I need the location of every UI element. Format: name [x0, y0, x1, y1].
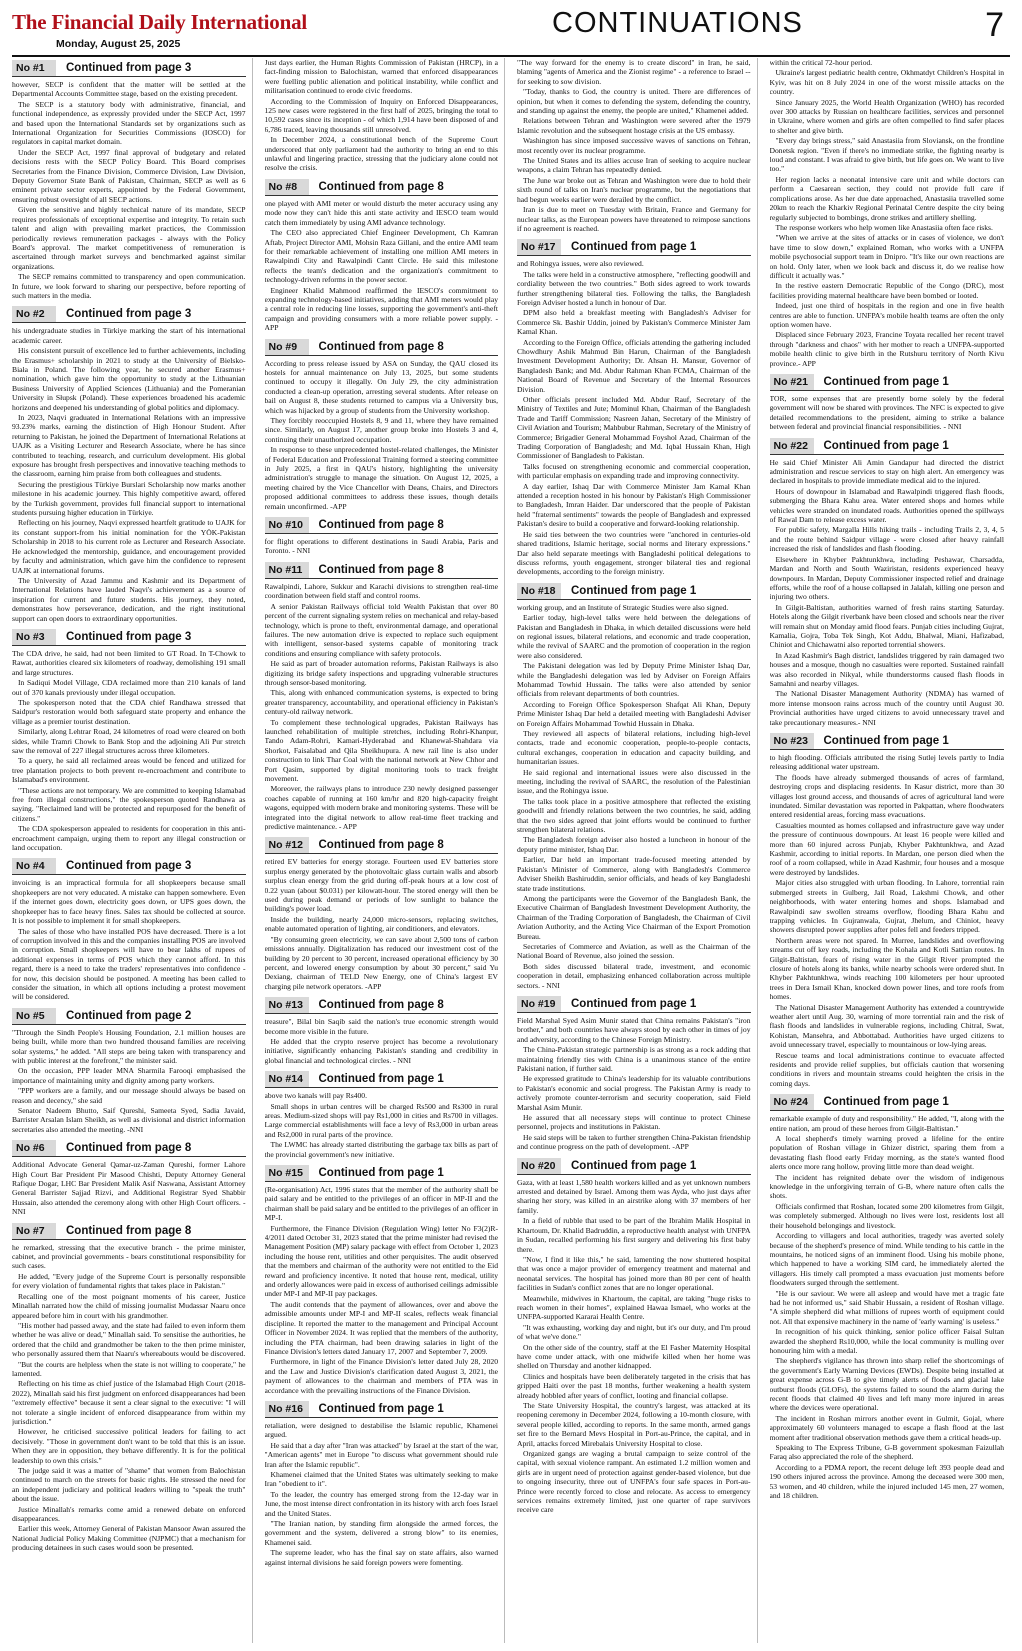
continued-story	[265, 339, 499, 512]
story-paragraph: Additional Advocate General Qamar-uz-Zaman Qureshi, former Lahore High Court Bar President Pir Masood Chishti, Deputy Attorney General Rafique Dogar, LHC Bar President Malik Asif Naswana, Assistant Attorney General Barrister Sajjad Rizvi, and Additional Registrar Syed Shabbir Hussain, also attended the ceremony along with other High Court officers. -NNI	[12, 1160, 246, 1217]
continued-from-label: Continued from page 1	[571, 584, 697, 597]
masthead-rule	[12, 55, 1010, 57]
story-paragraph: Khamenei claimed that the United States was ultimately seeking to make Iran "obedient to it".	[264, 1469, 498, 1489]
story-paragraph: retired EV batteries for energy storage. Fourteen used EV batteries store surplus energy generated by the photovoltaic glass curtain walls and absorb surplus clean energy from the grid during off-peak hours at a low cost of 0.22 yuan (about $0.031) per kilowatt-hour. The stored energy will then be used during peak demand or periods of low sunlight to balance the building's power load.	[264, 857, 498, 914]
continued-story	[12, 60, 246, 300]
story-number: No #22	[770, 438, 814, 454]
story-paragraph: invoicing is an impractical formula for all shopkeepers because small shopkeepers are not very educated. A mistake can happen somewhere. Even if the internet goes down, electricity goes down, or UPS goes down, the shopkeeper has to face heavy fines. Sales tax should be collected at source. It is not possible to implement it for small shopkeepers.	[12, 878, 246, 926]
story-paragraph: The CDA drive, he said, had not been limited to GT Road. In T-Chowk to Rawat, authorities cleared six kilometers of roadway, demolishing 191 small and large structures.	[12, 648, 246, 677]
story-paragraph: "Every day brings stress," said Anastasiia from Sloviansk, on the frontline Donetsk region. "Even if there's no immediate strike, the fighting nearby is loud and constant. I was afraid to give birth, but life goes on. We want to live too."	[769, 136, 1004, 174]
story-paragraph: He said that a day after "Iran was attacked" by Israel at the start of the war, "American agents" met in Europe "to discuss what government should rule Iran after the Islamic republic".	[264, 1440, 498, 1469]
story-number: No #12	[265, 837, 309, 853]
continued-story	[265, 1071, 499, 1159]
story-header	[517, 1158, 751, 1175]
story-paragraph: "His mother had passed away, and the state had failed to even inform them whether he was alive or dead," Minallah said. To sensitise the authorities, he ordered that the child and grandmother be taken to the then prime minister, who personally assured them that Naaru's whereabouts would be discovered.	[12, 1320, 246, 1359]
story-paragraph: The talks took place in a positive atmosphere that reflected the existing goodwill and friendly relations between the two countries, he said, adding that the two sides agreed that joint efforts would be continued to further strengthen bilateral relations.	[517, 796, 751, 835]
continued-story	[12, 1140, 246, 1216]
story-paragraph: Recalling one of the most poignant moments of his career, Justice Minallah narrated how the child of missing journalist Mudassar Naaru once appeared before him in court with his grandmother.	[12, 1291, 246, 1320]
story-number: No #9	[265, 339, 309, 355]
continued-story	[265, 1401, 499, 1567]
story-paragraph: "Now, I find it like this," he said, lamenting the now shuttered hospital that was once a major provider of emergency treatment and maternal and neonatal services. The hospital has joined more than 80 per cent of health facilities in Sudan's conflict zones that are no longer operational.	[517, 1254, 751, 1293]
story-paragraph: On the other side of the country, staff at the El Fasher Maternity Hospital have come under attack, with one midwife killed when her home was shelled on Thursday and another kidnapped.	[517, 1342, 751, 1371]
column-4	[770, 58, 1011, 1643]
story-paragraph: For public safety, Margalla Hills hiking trails - including Trails 2, 3, 4, 5 and the route behind Saidpur village - were closed after heavy rainfall increased the risk of landslides and flash flooding.	[769, 525, 1004, 554]
story-paragraph: Given the sensitive and highly technical nature of its mandate, SECP requires professionals of exceptional expertise and integrity. To retain such talent and align with prevailing market practices, the Commission periodically reviews remuneration packages - always with the Policy Board's approval. The market competitiveness of remuneration is ascertained through market surveys and benchmarked against similar organizations.	[12, 205, 246, 271]
story-paragraph: In Azad Kashmir's Bagh district, landslides triggered by rain damaged two houses and a mosque, though no casualties were reported. Sustained rainfall was also recorded in Nikyal, while thunderstorms caused flash floods in Samahni and nearby villages.	[769, 650, 1004, 688]
story-paragraph: Reflecting on his time as chief justice of the Islamabad High Court (2018-2022), Minallah said his first judgment on enforced disappearances had been "extremely effective" because it sent a clear signal to the executive: "I will not tolerate a single incident of enforced disappearance from within my jurisdiction."	[12, 1379, 246, 1426]
story-paragraph: According to press release issued by ASA on Sunday, the QAU closed its hostels for annual maintenance on July 13, 2025, but some students continued to occupy it illegally. On July 29, the city administration conducted a clean-up operation, arresting several students. After release on bail on August 8, these students returned to campus via a University bus, which was hijacked by a group of students from the University workshop.	[264, 358, 498, 415]
story-paragraph: "When we arrive at the sites of attacks or in cases of violence, we don't have time to slow down," explained Roman, who works with a UNFPA mobile psychosocial support team in Dnipro. "It's like our own reactions are on hold. Only later, when we look back and discuss it, do we realise how difficult it actually was."	[769, 233, 1004, 280]
story-paragraph: Meanwhile, midwives in Khartoum, the capital, are taking "huge risks to reach women in their homes", explained Hawaa Ismael, who works at the UNFPA-supported Kararai Health Centre.	[517, 1293, 751, 1322]
story-paragraph: The SECP remains committed to transparency and open communication. In future, we look forward to sharing our perspective, before reporting of such matters in the media.	[12, 272, 246, 300]
story-paragraph: Furthermore, in light of the Finance Division's letter dated July 28, 2020 and the Law and Justice Division's clarification dated August 3, 2021, the payment of allowances to the chairman and members of PTA was in accordance with the prevailing instructions of the Finance Division.	[264, 1357, 498, 1395]
continued-story	[770, 1094, 1005, 1500]
story-paragraph: DPM also held a breakfast meeting with Bangladesh's Adviser for Commerce Sk. Bashir Uddin, joined by Pakistan's Commerce Minister Jam Kamal Khan.	[517, 308, 751, 337]
story-paragraph: The response workers who help women like Anastasiia often face risks.	[775, 222, 993, 232]
story-paragraph: According to the Foreign Office, officials attending the gathering included Chowdhury Ashik Mahmud Bin Harun, Chairman of the Bangladesh Investment Development Authority; Dr. Ahsan H. Mansur, Governor of Bangladesh Bank; and Md. Abdur Rahman Khan FCMA, Chairman of the National Board of Revenue and Secretary of the Internal Resources Division.	[517, 337, 751, 394]
story-header	[770, 438, 1005, 455]
story-paragraph: In 2023, Naqvi graduated in International Relations with an impressive 93.23% marks, earning the distinction of High Honour Student. After returning to Pakistan, he joined the Department of International Relations at UAJK as a Visiting Lecturer and Research Associate, where he has since contributed to teaching, research, and curriculum development. His global exposure has brought fresh perspectives and innovative teaching methods to the classroom, earning him praise from both colleagues and students.	[12, 413, 246, 479]
story-paragraph: He said Chief Minister Ali Amin Gandapur had directed the district administration and rescue services to stay on high alert. An emergency was declared in hospitals to provide immediate medical aid to the injured.	[769, 457, 1004, 486]
story-paragraph: Secretaries of Commerce and Aviation, as well as the Chairman of the National Board of Revenue, also joined the session.	[517, 941, 751, 961]
story-paragraph: A senior Pakistan Railways official told Wealth Pakistan that over 80 percent of the current signaling system relies on mechanical and relay-based technology, which is prone to theft, environmental damage, and operational failures. The new automation drive is expected to replace such equipment with intelligent, sensor-based systems capable of monitoring track conditions and ensuring compliance with safety protocols.	[264, 601, 498, 658]
story-paragraph: The China-Pakistan strategic partnership is as strong as a rock adding that maintaining friendly ties with China is a unanimous stance of the entire Pakistani nation, if further said.	[517, 1045, 751, 1073]
story-paragraph: Inside the building, nearly 24,000 micro-sensors, replacing switches, enable automated operation of lighting, air conditioners, and elevators.	[264, 914, 498, 934]
story-number: No #20	[517, 1158, 561, 1174]
story-paragraph: In recognition of his quick thinking, senior police officer Faisal Sultan awarded the shepherd Rs10,000, while the local community is mulling over honouring him with a medal.	[769, 1327, 1004, 1355]
story-number: No #14	[265, 1071, 309, 1087]
story-paragraph: remarkable example of duty and responsibility." He added, "I, along with the entire nation, am proud of these heroes from Gilgit-Baltistan."	[769, 1114, 1004, 1133]
continued-story	[12, 858, 246, 1001]
dateline: Monday, August 25, 2025	[56, 38, 181, 50]
continued-story	[517, 996, 751, 1152]
continued-from-label: Continued from page 1	[571, 997, 697, 1010]
story-header	[12, 1223, 246, 1240]
continued-from-label: Continued from page 1	[318, 1073, 444, 1086]
continued-story	[770, 374, 1005, 432]
continued-from-label: Continued from page 8	[318, 839, 444, 852]
story-paragraph: Other officials present included Md. Abdur Rauf, Secretary of the Ministry of Textiles and Jute; Mominul Khan, Chairman of the Bangladesh Trade and Tariff Commission; Nasreen Jahan, Secretary of the Ministry of Civil Aviation and Tourism; Mahbubur Rahman, Secretary of the Ministry of Commerce; Brigadier General Mohammad Foyshol Azad, Chairman of the Trading Corporation of Bangladesh; and Md. Iqbal Hussain Khan, High Commissioner of Bangladesh to Pakistan.	[517, 395, 751, 461]
story-paragraph: Both sides discussed bilateral trade, investment, and economic cooperation in detail, emphasizing enhanced collaboration across multiple sectors. - NNI	[517, 961, 751, 990]
story-continuation	[265, 58, 499, 173]
story-number: No #13	[265, 997, 309, 1013]
story-paragraph: Officials confirmed that Roshan, located some 200 kilometres from Gilgit, was completely submerged. Although no lives were lost, residents lost all their household belongings and livestock.	[769, 1201, 1004, 1230]
continued-story	[517, 239, 751, 576]
continued-from-label: Continued from page 1	[823, 439, 949, 452]
story-paragraph: Just days earlier, the Human Rights Commission of Pakistan (HRCP), in a fact-finding mission to Balochistan, warned that enforced disappearances were fuelling public alienation and political instability, while conflict and militarisation continued to erode civic freedoms.	[264, 58, 498, 96]
story-header	[12, 858, 246, 875]
continued-from-label: Continued from page 1	[571, 241, 697, 254]
story-number: No #1	[12, 60, 56, 76]
story-paragraph: They forcibly reoccupied Hostels 8, 9 and 11, where they have remained since. Similarly, on August 17, another group broke into Hostels 3 and 4, continuing their unauthorized occupation.	[264, 416, 498, 444]
story-paragraph: The audit contends that the payment of allowances, over and above the admissible amounts under MP-I and MP-II scales, reflects weak financial discipline. It reported the matter to the management and Principal Account Officer in November 2024. It was replied that the members of the authority, including the PTA chairman, had been drawing salaries in light of the Finance Division's letters dated January 17, 2007 and September 7, 2009.	[264, 1299, 498, 1356]
continued-story	[517, 1158, 751, 1515]
story-paragraph: Field Marshal Syed Asim Munir stated that China remains Pakistan's "iron brother," and both countries have always stood by each other in times of joy and adversity, according to the Chinese Foreign Ministry.	[517, 1015, 751, 1044]
story-header	[517, 996, 751, 1013]
story-paragraph: He said as part of broader automation reforms, Pakistan Railways is also digitizing its bridge safety inspections and upgrading vulnerable structures through sensor-based monitoring.	[264, 659, 498, 687]
story-paragraph: Speaking to The Express Tribune, G-B government spokesman Faizullah Faraq also appreciated the role of the shepherd.	[769, 1443, 1004, 1462]
story-number: No #4	[12, 858, 56, 874]
continued-from-label: Continued from page 1	[571, 1159, 697, 1172]
column-1	[12, 58, 253, 1643]
story-paragraph: To complement these technological upgrades, Pakistan Railways has launched rehabilitation of multiple stretches, including Rohri-Khanpur, Tando Adam-Rohri, Kamari-Hyderabad and Khanewal-Shahdara via Shorkot, Faisalabad and Qila Sheikhupura. A new rail line is also under construction to link Thar Coal with the national network at New Chhor and Port Qasim, supported by digital monitoring tools to track freight movement.	[264, 717, 498, 783]
story-paragraph: The University of Azad Jammu and Kashmir and its Department of International Relations have lauded Naqvi's achievement as a source of inspiration for current and future students. His journey, they noted, demonstrates how perseverance, dedication, and the right institutional support can open doors to extraordinary opportunities.	[12, 575, 246, 623]
story-paragraph: Moreover, the railways plans to introduce 230 newly designed passenger coaches capable of running at 160 km/hr and 820 high-capacity freight wagons, equipped with modern brake and monitoring systems. These will be integrated into the digital network to allow real-time fleet tracking and predictive maintenance. - APP	[264, 784, 498, 832]
story-paragraph: He said steps will be taken to further strengthen China-Pakistan friendship and continue progress on the path of development. -APP	[517, 1132, 751, 1152]
story-number: No #8	[265, 179, 309, 195]
story-paragraph: They reviewed all aspects of bilateral relations, including high-level contacts, trade and economic cooperation, people-to-people contacts, cultural exchanges, cooperation in education and capacity building, and humanitarian issues.	[517, 729, 751, 767]
story-paragraph: however, SECP is confident that the matter will be settled at the Departmental Accounts Committee stage, based on the existing precedent.	[12, 80, 246, 99]
story-paragraph: He added that the crypto reserve project has become a revolutionary initiative, significantly enhancing Pakistan's standing and credibility in global financial and technological circles. - NNI	[264, 1036, 498, 1065]
story-continuation	[517, 58, 751, 233]
story-paragraph: "The way forward for the enemy is to create discord" in Iran, he said, blaming "agents of America and the Zionist regime" - a reference to Israel -- for seeking to sow division.	[517, 58, 751, 86]
story-paragraph: Securing the prestigious Türkiye Burslari Scholarship now marks another milestone in his academic journey. This highly competitive award, offered by the Turkish government, provides full financial support to international students pursuing higher education in Türkiye.	[12, 479, 246, 518]
story-header	[265, 562, 499, 579]
continued-story	[265, 1165, 499, 1395]
story-paragraph: This, along with enhanced communication systems, is expected to bring greater transparency, accountability, and operational efficiency in Pakistan's century-old railway network.	[264, 688, 498, 717]
story-paragraph: Gaza, with at least 1,580 health workers killed and as yet unknown numbers arrested and detained by Israel. Among them was Ayda, who just days after sharing her story, was killed in an airstrike along with 37 members of her family.	[517, 1177, 751, 1215]
story-paragraph: Displaced since February 2023, Francine Toyata recalled her recent travel through "darkness and chaos" with her mother to reach a UNFPA-supported mobile health clinic to give birth in the Rutshuru territory of North Kivu province.- APP	[769, 330, 1004, 368]
story-header	[770, 1094, 1005, 1111]
story-header	[517, 239, 751, 256]
story-paragraph: Justice Minallah's remarks come amid a renewed debate on enforced disappearances.	[12, 1504, 246, 1524]
story-paragraph: Elsewhere in Khyber Pakhtunkhwa, including Peshawar, Charsadda, Mardan and North and South Waziristan, residents experienced heavy downpours. In Mardan, Deputy Commissioner inspected relief and drainage efforts, while the roof of a house collapsed in Jalalah, killing one person and injuring two others.	[769, 554, 1004, 602]
continued-story	[517, 583, 751, 990]
story-paragraph: his undergraduate studies in Türkiye marking the start of his international academic career.	[12, 326, 246, 345]
story-paragraph: Indeed, just one third of hospitals in the region and one in five health centres are able to function. UNFPA's mobile health teams are often the only option women have.	[769, 301, 1004, 329]
story-paragraph: "He is our saviour. We were all asleep and would have met a tragic fate had he not informed us," said Shabir Hussain, a resident of Roshan village. "A simple shepherd did what millions of rupees worth of equipment could not. All that expensive machinery in the name of 'early warning' is useless."	[769, 1288, 1004, 1326]
article-columns	[12, 58, 1010, 1643]
story-paragraph: A local shepherd's timely warning proved a lifeline for the entire population of Roshan village in Ghizer district, sparing them from a devastating flash flood early Friday morning, as the state's wanted flood alerts once more rang hollow, proving little more than dead weight.	[769, 1134, 1004, 1172]
story-paragraph: Clinics and hospitals have been deliberately targeted in the crisis that has gripped Haiti over the past 18 months, further weakening a health system already hobbled after years of conflict, looting and financial collapse.	[517, 1371, 751, 1400]
story-paragraph: Her region lacks a neonatal intensive care unit and while doctors can perform a Caesarean section, they could not provide full care if complications arose. As her due date approached, Anastasiia travelled some 20km to reach the Kharkiv Regional Perinatal Centre despite the city being regularly subjected to bombings, drone strikes and artillery shelling.	[769, 174, 1004, 222]
story-paragraph: On the occasion, PPP leader MNA Sharmila Farooqi emphasised the importance of maintaining unity and dignity among party workers.	[12, 1066, 246, 1085]
continued-story	[265, 837, 499, 991]
continued-from-label: Continued from page 1	[823, 1096, 949, 1109]
story-paragraph: The State University Hospital, the country's largest, was attacked at its reopening ceremony in December 2024, following a 10-month closure, with several people killed, according to reports. In the same month, armed gangs set fire to the Bernard Mevs Hospital in Port-au-Prince, the capital, and in April, attacks forced Mirebalais University Hospital to close.	[517, 1401, 751, 1448]
continued-from-label: Continued from page 3	[66, 62, 192, 74]
continued-from-label: Continued from page 8	[318, 999, 444, 1012]
story-paragraph: He said ties between the two countries were "anchored in centuries-old shared traditions, Islamic heritage, social norms and literary expressions." Dar also held separate meetings with Bangladeshi political delegations to discuss reforms, youth engagement, stronger bilateral ties and regional developments, according to the foreign ministry.	[517, 529, 751, 577]
story-paragraph: In response to these unprecedented hostel-related challenges, the Minister of Federal Education and Professional Training formed a steering committee in July 2025, a first in QAU's history, highlighting the university administration's struggle to manage the situation. On August 12, 2025, a meeting chaired by the Vice Chancellor with Deans, Chairs, and Directors proposed additional committees to address these issues, though details remain unconfirmed. -APP	[264, 445, 498, 511]
section-title: CONTINUATIONS	[552, 7, 803, 39]
story-paragraph: "By consuming green electricity, we can save about 2,500 tons of carbon emissions annually. Digitalization has reduced our investment cost of the building by 20 percent to 30 percent, increased operational efficiency by 30 percent, and lowered energy consumption by about 30 percent," said Yu Dexiang, chairman of TELD New Energy, one of China's largest EV charging pile network operators. -APP	[264, 934, 498, 991]
story-header	[265, 339, 499, 356]
story-paragraph: The June war broke out as Tehran and Washington were due to hold their sixth round of talks on Iran's nuclear programme, but the negotiations that had begun weeks earlier were derailed by the conflict.	[517, 175, 751, 204]
story-paragraph: In Gilgit-Baltistan, authorities warned of fresh rains starting Saturday. Hotels along the Gilgit riverbank have been closed and schools near the river will remain shut on Monday amid flood fears. Punjab cities including Gujrat, Kamalia, Gojra, Toba Tek Singh, Kot Addu, Bhalwal, Miani, Hafizabad, Chiniot and Chichawatni also reported torrential showers.	[769, 602, 1004, 650]
story-paragraph: To a query, he said all reclaimed areas would be fenced and utilized for tree plantation projects to both prevent re-encroachment and contribute to Islamabad's environment.	[12, 756, 246, 785]
story-paragraph: A day earlier, Ishaq Dar with Commerce Minister Jam Kamal Khan attended a reception hosted in his honour by Pakistan's High Commissioner to Bangladesh, Imran Haider. Dar underscored that the people of Pakistan held "fraternal sentiments" towards the people of Bangladesh and expressed Pakistan's desire to build a cooperative and forward-looking relationship.	[517, 481, 751, 529]
story-number: No #15	[265, 1165, 309, 1181]
story-paragraph: Hours of downpour in Islamabad and Rawalpindi triggered flash floods, submerging the Bhara Kahu area. Water entered shops and homes while vehicles were stranded on inundated roads. Authorities opened the spillways of Rawal Dam to release excess water.	[769, 486, 1004, 525]
story-header	[265, 837, 499, 854]
story-paragraph: The supreme leader, who has the final say on state affairs, also warned against internal divisions he said foreign powers were fomenting.	[264, 1548, 498, 1567]
story-paragraph: Iran is due to meet on Tuesday with Britain, France and Germany for nuclear talks, as the European powers have threatened to reimpose sanctions if no agreement is reached.	[517, 205, 751, 233]
continued-from-label: Continued from page 8	[66, 1224, 192, 1237]
story-number: No #11	[265, 562, 309, 578]
story-paragraph: Furthermore, the Finance Division (Regulation Wing) letter No F3(2)R-4/2011 dated October 31, 2023 stated that the prime minister had revised the Management Position (MP) salary package with effect from October 1, 2023 including the house rent, utilities and other perquisites. The audit observed that the members and chairman of the authority were not entitled to the Eid reward and proficiency incentive. It noted that house rent, medical, utility and orderly allowances were paid in excess of authorised ceilings admissible under MP-I and MP-II pay packages.	[264, 1223, 498, 1299]
story-paragraph: treasure", Bilal bin Saqib said the nation's true economic strength would become more visible in the future.	[264, 1017, 498, 1036]
continued-from-label: Continued from page 2	[66, 1009, 192, 1022]
story-paragraph: Earlier, Dar held an important trade-focused meeting attended by Pakistan's Minister of Commerce, along with Bangladesh's Commerce Adviser Sheikh Bashiruddin, senior officials, and heads of key Bangladeshi state trade institutions.	[517, 855, 751, 893]
story-paragraph: he remarked, stressing that the executive branch - the prime minister, cabinet, and provincial governments - bears constitutional responsibility for such cases.	[12, 1242, 246, 1271]
story-header	[12, 306, 246, 323]
page-number: 7	[985, 6, 1004, 44]
masthead	[12, 8, 1010, 58]
continued-story	[265, 179, 499, 333]
story-paragraph: Washington has since imposed successive waves of sanctions on Tehran, most recently over its nuclear programme.	[517, 136, 751, 155]
story-paragraph: Relations between Tehran and Washington were severed after the 1979 Islamic revolution and the subsequent hostage crisis at the US embassy.	[517, 116, 751, 135]
story-number: No #18	[517, 583, 561, 599]
story-number: No #23	[770, 733, 814, 749]
story-paragraph: working group, and an Institute of Strategic Studies were also signed.	[517, 602, 729, 612]
newspaper-brand: The Financial Daily International	[12, 10, 308, 34]
column-3	[517, 58, 758, 1643]
story-paragraph: Earlier today, high-level talks were held between the delegations of Pakistan and Bangladesh in Dhaka, in which detailed discussions were held on regional issues, bilateral relations, and economic and trade cooperation, while the revival of SAARC and the promotion of cooperation in the region were also considered.	[517, 613, 751, 660]
story-paragraph: In December 2024, a constitutional bench of the Supreme Court underscored that only parliament had the authority to bring an end to this unlawful and lingering practice, stressing that the judiciary alone could not resolve the crisis.	[264, 135, 498, 173]
story-number: No #2	[12, 306, 56, 322]
story-paragraph: His consistent pursuit of excellence led to further achievements, including the Erasmus+ scholarship in 2021 to study at the University of Bielsko-Biała in Poland. The following year, he secured another Erasmus+ nomination, which gave him the opportunity to study at the Lithuanian Business University of Applied Sciences (Lithuania) and the Pomeranian University in Słupsk (Poland). These experiences broadened his academic horizons and deepened his understanding of global politics and diplomacy.	[12, 346, 246, 412]
story-paragraph: According to Foreign Office Spokesperson Shafqat Ali Khan, Deputy Prime Minister Ishaq Dar held a detailed meeting with Bangladeshi Adviser on Foreign Affairs Mohammad Towhid Hussain in Dhaka.	[517, 699, 751, 728]
story-number: No #19	[517, 996, 561, 1012]
story-number: No #21	[770, 374, 814, 390]
story-paragraph: The SECP is a statutory body with administrative, financial, and functional independence, as expressly provided under the SECP Act, 1997 and based upon the International Standards set by organizations such as International Organization for Securities Commissions (IOSCO) for regulators in capital market domain.	[12, 99, 246, 147]
story-paragraph: The LWMC has already started distributing the garbage tax bills as part of the provincial government's new initiative.	[264, 1140, 498, 1159]
story-paragraph: The judge said it was a matter of "shame" that women from Balochistan continued to march on the streets for basic rights. He stressed the need for an independent judiciary and political leaders willing to "speak the truth" about the issue.	[12, 1466, 246, 1504]
story-paragraph: TOR, some expenses that are presently borne solely by the federal government will now be shared with provinces. The NFC is expected to give detailed recommendations to the president, aiming to strike a balance between federal and provincial financial responsibilities. - NNI	[769, 394, 1004, 432]
story-paragraph: The talks were held in a constructive atmosphere, "reflecting goodwill and cordiality between the two countries." Both sides agreed to work towards further strengthening bilateral ties. Following the talks, the Bangladesh Foreign Adviser hosted a lunch in honour of Dar.	[517, 269, 751, 307]
story-paragraph: The National Disaster Management Authority (NDMA) has warned of more intense monsoon rains across much of the country until August 30. Provincial authorities have urged citizens to avoid unnecessary travel and take precautionary measures.- NNI	[769, 689, 1004, 727]
story-header	[265, 997, 499, 1014]
story-continuation	[770, 58, 1005, 368]
story-paragraph: In Sadiqui Model Village, CDA reclaimed more than 210 kanals of land out of 370 kanals previously under illegal occupation.	[12, 678, 246, 697]
story-paragraph: According to a PDMA report, the recent deluge left 393 people dead and 190 others injured across the province. Among the deceased were 300 men, 53 women, and 40 children, while the injured included 145 men, 27 women, and 18 children.	[769, 1462, 1004, 1501]
continued-story	[265, 517, 499, 556]
story-paragraph: The Bangladesh foreign adviser also hosted a luncheon in honour of the deputy prime minister, Ishaq Dar.	[517, 835, 751, 854]
story-header	[517, 583, 751, 600]
story-paragraph: Under the SECP Act, 1997 final approval of budgetary and related decisions rests with the SECP Policy Board. This Board comprises Secretaries from the Finance Division, Commerce Division, Law Division, Deputy Governor State Bank of Pakistan, Chairman, SECP as well as 6 eminent private sector experts, appointed by the Federal Government, ensuring robust oversight of all SECP actions.	[12, 147, 246, 204]
story-paragraph: Ukraine's largest pediatric health centre, Okhmatdyt Children's Hospital in Kyiv, was hit on 8 July 2024 in one of the worst missile attacks on the country.	[769, 68, 1004, 97]
continued-story	[12, 1008, 246, 1134]
continued-from-label: Continued from page 3	[66, 308, 192, 321]
story-paragraph: Senator Nadeem Bhutto, Saif Qureshi, Sameeta Syed, Sadia Javaid, Barrister Arsalan Islam Sheikh, as well as divisional and district information secretaries also attended the meeting. -NNI	[12, 1106, 246, 1134]
story-paragraph: The National Disaster Management Authority has extended a countrywide weather alert until Aug. 30, warning of more torrential rain and the risk of flash floods and landslides in vulnerable regions, including Chitral, Swat, Kohistan, Mansehra, and Abbottabad. Authorities have urged citizens to avoid unnecessary travel, especially to mountainous or low-lying areas.	[769, 1002, 1004, 1050]
continued-from-label: Continued from page 8	[318, 563, 444, 576]
continued-story	[770, 438, 1005, 727]
story-number: No #17	[517, 239, 561, 255]
story-header	[265, 1401, 499, 1418]
story-header	[770, 374, 1005, 391]
story-paragraph: "But the courts are helpless when the state is not willing to cooperate," he lamented.	[12, 1359, 246, 1378]
continued-story	[265, 997, 499, 1065]
story-paragraph: Major cities also struggled with urban flooding. In Lahore, torrential rain submerged streets in Gulberg, Jail Road, Lakshmi Chowk, and other neighborhoods, with water entering homes and shops. Islamabad and Rawalpindi saw swollen streams overflow, flooding Bhara Kahu and trapping vehicles. In Gujranwala, Gujrat, Jhelum, and Chiniot, heavy showers disrupted power supplies after poles fell and feeders tripped.	[769, 878, 1004, 935]
story-number: No #24	[770, 1094, 814, 1110]
story-paragraph: The CEO also appreciated Chief Engineer Development, Ch Kamran Aftab, Project Director AMI, Mohsin Raza Gillani, and the entire AMI team for their remarkable achievement of installing one million AMI meters in Rawalpindi City and Rawalpindi Cantt Circle. He said this milestone reflects the team's dedication and the organization's commitment to technology-driven reforms in the power sector.	[264, 228, 498, 285]
story-number: No #5	[12, 1008, 56, 1024]
story-paragraph: retaliation, were designed to destabilise the Islamic republic, Khamenei argued.	[264, 1420, 498, 1440]
story-header	[265, 1071, 499, 1088]
continued-from-label: Continued from page 3	[66, 630, 192, 643]
story-paragraph: Reflecting on his journey, Naqvi expressed heartfelt gratitude to UAJK for its constant support-from his initial nomination for the YÖK-Pakistan Scholarship in 2018 to his current role as Lecturer and Research Associate. He acknowledged the mentorship, guidance, and encouragement provided by faculty and administration, which gave him the confidence to represent UAJK at international forums.	[12, 518, 246, 575]
story-paragraph: for flight operations to different destinations in Saudi Arabia, Paris and Toronto. - NNI	[264, 537, 498, 556]
story-paragraph: Similarly, along Lehtrar Road, 24 kilometres of road were cleared on both sides, while Tramri Chowk to Bank Stop and the adjoining Ali Pur stretch saw the removal of 227 illegal structures across three kilometers.	[12, 727, 246, 755]
story-header	[12, 60, 246, 77]
continued-from-label: Continued from page 8	[318, 180, 444, 193]
story-paragraph: Northern areas were not spared. In Murree, landslides and overflowing streams cut off key roads, including the Kohala and Kotli Sattian routes. In Gilgit-Baltistan, fears of rising water in the Gilgit River prompted the closure of hotels along its banks, while nearby schools were ordered shut. In Khyber Pakhtunkhwa, winds reaching 100 kilometers per hour uprooted trees in Dera Ismail Khan, knocked down power lines, and tore roofs from homes.	[769, 935, 1004, 1002]
story-paragraph: The Pakistani delegation was led by Deputy Prime Minister Ishaq Dar, while the Bangladeshi delegation was led by Adviser on Foreign Affairs Mohammad Towhid Hussain. The talks were also attended by senior officials from relevant departments of both countries.	[517, 661, 751, 699]
story-paragraph: and Rohingya issues, were also reviewed.	[517, 259, 644, 269]
continued-from-label: Continued from page 1	[823, 376, 949, 388]
story-paragraph: within the critical 72-hour period.	[769, 58, 873, 67]
story-header	[12, 629, 246, 646]
story-paragraph: Rawalpindi, Lahore, Sukkur and Karachi divisions to strengthen real-time coordination between field staff and control rooms.	[264, 581, 498, 601]
story-paragraph: He assured that all necessary steps will continue to protect Chinese personnel, projects and institutions in Pakistan.	[517, 1113, 751, 1132]
story-paragraph: The sales of those who have installed POS have decreased. There is a lot of corruption involved in this and the companies installing POS are involved in corruption. Small shopkeepers will have to bear lakhs of rupees of additional expenses in terms of POS which they cannot afford. In this regard, there is a need to take the traders' representatives into confidence - for now, this decision should be postponed. A meeting has been called to consider the situation, in which all options including a protest movement will be considered.	[12, 926, 246, 1002]
continued-from-label: Continued from page 3	[66, 860, 192, 873]
story-paragraph: Organized gangs are waging a brutal campaign to seize control of the capital, with sexual violence rampant. An estimated 1.2 million women and girls are in urgent need of protection against gender-based violence, but due to ongoing insecurity, three out of UNFPA's four safe spaces in Port-au-Prince were recently forced to close and relocate. As access to emergency services remains extremely limited, just one quarter of rape survivors receive care	[517, 1449, 751, 1515]
column-2	[265, 58, 506, 1643]
story-paragraph: one played with AMI meter or would disturb the meter accuracy using any mode now they can't hide this anti state activity and IESCO team would catch them immediately by using AMI advance technology.	[264, 198, 498, 227]
story-paragraph: The United States and its allies accuse Iran of seeking to acquire nuclear weapons, a claim Tehran has repeatedly denied.	[517, 156, 751, 175]
story-paragraph: In the restive eastern Democratic Republic of the Congo (DRC), most facilities providing maternal healthcare have been bombed or looted.	[769, 281, 1004, 300]
story-paragraph: To the leader, the country has emerged strong from the 12-day war in June, the most intense direct confrontation in its history with arch foes Israel and the United States.	[264, 1489, 498, 1518]
story-paragraph: The incident in Roshan mirrors another event in Gulmit, Gojal, where approximately 60 volunteers managed to escape a flash flood at the last moment after traditional observation methods gave them a critical heads-up.	[769, 1413, 1004, 1442]
continued-story	[12, 1223, 246, 1553]
continued-from-label: Continued from page 8	[318, 519, 444, 532]
story-paragraph: The floods have already submerged thousands of acres of farmland, destroying crops and displacing residents. In Kasur district, more than 30 villages lost ground access, and thousands of acres of agricultural land were inundated. Similar devastation was reported in Pakpattan, where floodwaters entered residential areas, forcing mass evacuations.	[769, 772, 1004, 820]
story-paragraph: The CDA spokesperson appealed to residents for cooperation in this anti-encroachment campaign, urging them to report any illegal construction or land occupation.	[12, 824, 246, 853]
story-paragraph: He expressed gratitude to China's leadership for its valuable contributions to Pakistan's economic and social progress. The Pakistan Army is ready to actively promote counter-terrorism and security cooperation, said Field Marshal Asim Munir.	[517, 1074, 751, 1112]
continued-story	[770, 733, 1005, 1088]
story-paragraph: "PPP workers are a family, and our message should always be based on reason and decency," she said	[12, 1086, 246, 1105]
story-paragraph: The spokesperson noted that the CDA chief Randhawa stressed that Saidpur's restoration would both safeguard state property and enhance the village as a premier tourist destination.	[12, 697, 246, 726]
story-header	[770, 733, 1005, 750]
story-number: No #7	[12, 1223, 56, 1239]
story-number: No #10	[265, 517, 309, 533]
story-paragraph: Among the participants were the Governor of the Bangladesh Bank, the Executive Chairman of Bangladesh Investment Development Authority, the Chairman of the Trading Corporation of Bangladesh, the Chairman of Civil Aviation Authority, and the Acting Vice Chairman of the Export Promotion Bureau.	[517, 893, 751, 941]
continued-from-label: Continued from page 1	[318, 1402, 444, 1415]
story-paragraph: "The Iranian nation, by standing firm alongside the armed forces, the government and the system, delivered a strong blow" to its enemies, Khamenei said.	[264, 1519, 498, 1547]
story-paragraph: He said regional and international issues were also discussed in the meeting, including the revival of SAARC, the resolution of the Palestinian issue, and the Rohingya issue.	[517, 767, 751, 796]
story-paragraph: Since January 2025, the World Health Organization (WHO) has recorded over 300 attacks by Russian on healthcare facilities, services and personnel in Ukraine, where women and girls are often compelled to find safer places to shelter and give birth.	[769, 97, 1004, 135]
continued-from-label: Continued from page 8	[66, 1142, 192, 1155]
story-paragraph: Engineer Khalid Mahmood reaffirmed the IESCO's commitment to expanding technology-based initiatives, adding that AMI meters would play a central role in reducing line losses, supporting the government's anti-theft campaign and providing consumers with a more reliable power supply. -APP	[264, 285, 498, 333]
story-paragraph: "These actions are not temporary. We are committed to keeping Islamabad free from illegal constructions," the spokesperson quoted Randhawa as saying. "Reclaimed land will be protected and repurposed for the benefit of citizens."	[12, 785, 246, 823]
story-paragraph: "It was exhausting, working day and night, but it's our duty, and I'm proud of what we've done."	[517, 1322, 751, 1342]
story-header	[265, 179, 499, 196]
story-paragraph: Casualties mounted as homes collapsed and infrastructure gave way under the pressure of continuous downpours. At least 16 people were killed and more than 60 injured across Punjab, Khyber Pakhtunkhwa, and Azad Kashmir, according to initial reports. In Mardan, one person died when the roof of a room collapsed, while in Azad Kashmir, four houses and a mosque were destroyed by landslides.	[769, 820, 1004, 877]
story-paragraph: "Through the Sindh People's Housing Foundation, 2.1 million houses are being built, while more than two hundred thousand families are receiving solar systems," he added. "All steps are being taken with transparency and with public interest at the forefront," the minister said.	[12, 1027, 246, 1065]
story-paragraph: Rescue teams and local administrations continue to evacuate affected residents and provide relief supplies, but officials caution that worsening conditions in rivers and mountain streams could heighten the crisis in the coming days.	[769, 1050, 1004, 1088]
story-paragraph: According to the Commission of Inquiry on Enforced Disappearances, 125 new cases were registered in the first half of 2025, bringing the total to 10,592 cases since its inception - of which 1,914 have been disposed of and 6,786 traced, leaving thousands still unresolved.	[264, 96, 498, 134]
story-number: No #3	[12, 629, 56, 645]
story-paragraph: to high flooding. Officials attributed the rising Sutlej levels partly to India releasing additional water upstream.	[769, 753, 1004, 772]
story-paragraph: The incident has reignited debate over the wisdom of indigenous knowledge in the unforgiving terrain of G-B, where nature often calls the shots.	[769, 1172, 1004, 1201]
story-paragraph: In a field of rubble that used to be part of the Ibrahim Malik Hospital in Khartoum, Dr. Khalid Badruddin, a reproductive health analyst with UNFPA in Sudan, recalled performing his first surgery and delivering his first baby there.	[517, 1216, 751, 1254]
continued-from-label: Continued from page 1	[823, 735, 949, 747]
story-paragraph: Earlier this week, Attorney General of Pakistan Mansoor Awan assured the National Judicial Policy Making Committee (NJPMC) that a mechanism for producing detainees in such cases would soon be presented.	[12, 1524, 246, 1553]
continued-from-label: Continued from page 8	[318, 340, 444, 353]
continued-story	[12, 629, 246, 853]
story-number: No #6	[12, 1140, 56, 1156]
story-paragraph: However, he criticised successive political leaders for failing to act decisively. "Those in government don't want to be told that this is an issue. When they are in opposition, they behave differently. It is for the political leadership to own this crisis."	[12, 1427, 246, 1465]
story-paragraph: He added, "Every judge of the Supreme Court is personally responsible for every violation of fundamental rights that takes place in Pakistan."	[12, 1271, 246, 1291]
story-paragraph: According to villagers and local authorities, tragedy was averted solely because of the shepherd's presence of mind. While tending to his cattle in the mountains, he noticed signs of an imminent flood. Using his mobile phone, which happened to have a working SIM card, he immediately alerted the villagers. His timely call prompted a mass evacuation just moments before floodwaters surged through the settlement.	[769, 1231, 1004, 1288]
story-header	[265, 517, 499, 534]
story-paragraph: The shepherd's vigilance has thrown into sharp relief the shortcomings of the government's Early Warning Devices (EWDs). Despite being installed at great expense across G-B to give timely alerts of floods and glacial lake outburst floods (GLOFs), the systems failed to sound the alarm during the recent floods that claimed 40 lives and left many more injured in areas where the devices were operational.	[769, 1356, 1004, 1413]
story-paragraph: above two kanals will pay Rs400.	[264, 1091, 368, 1101]
story-paragraph: Small shops in urban centres will be charged Rs500 and Rs300 in rural areas. Medium-sized shops will pay Rs1,000 in cities and Rs700 in villages. Large commercial establishments will face a levy of Rs3,000 in urban areas and Rs2,000 in rural parts of the province.	[264, 1101, 498, 1139]
continued-story	[265, 562, 499, 832]
story-paragraph: "Today, thanks to God, the country is united. There are differences of opinion, but when it comes to defending the system, defending the country, and standing up against the enemy, the people are united," Khamenei added.	[517, 87, 751, 116]
story-header	[12, 1008, 246, 1025]
continued-story	[12, 306, 246, 623]
story-paragraph: (Re-organisation) Act, 1996 states that the member of the authority shall be paid salary and be entitled to the privileges of an officer in MP-II and the chairman shall be paid salary and be entitled to the privileges of an officer in MP-I.	[264, 1185, 498, 1223]
story-paragraph: Talks focused on strengthening economic and commercial cooperation, with particular emphasis on expanding trade and improving connectivity.	[517, 461, 751, 481]
story-header	[12, 1140, 246, 1157]
story-header	[265, 1165, 499, 1182]
story-number: No #16	[265, 1401, 309, 1417]
continued-from-label: Continued from page 1	[318, 1167, 444, 1179]
